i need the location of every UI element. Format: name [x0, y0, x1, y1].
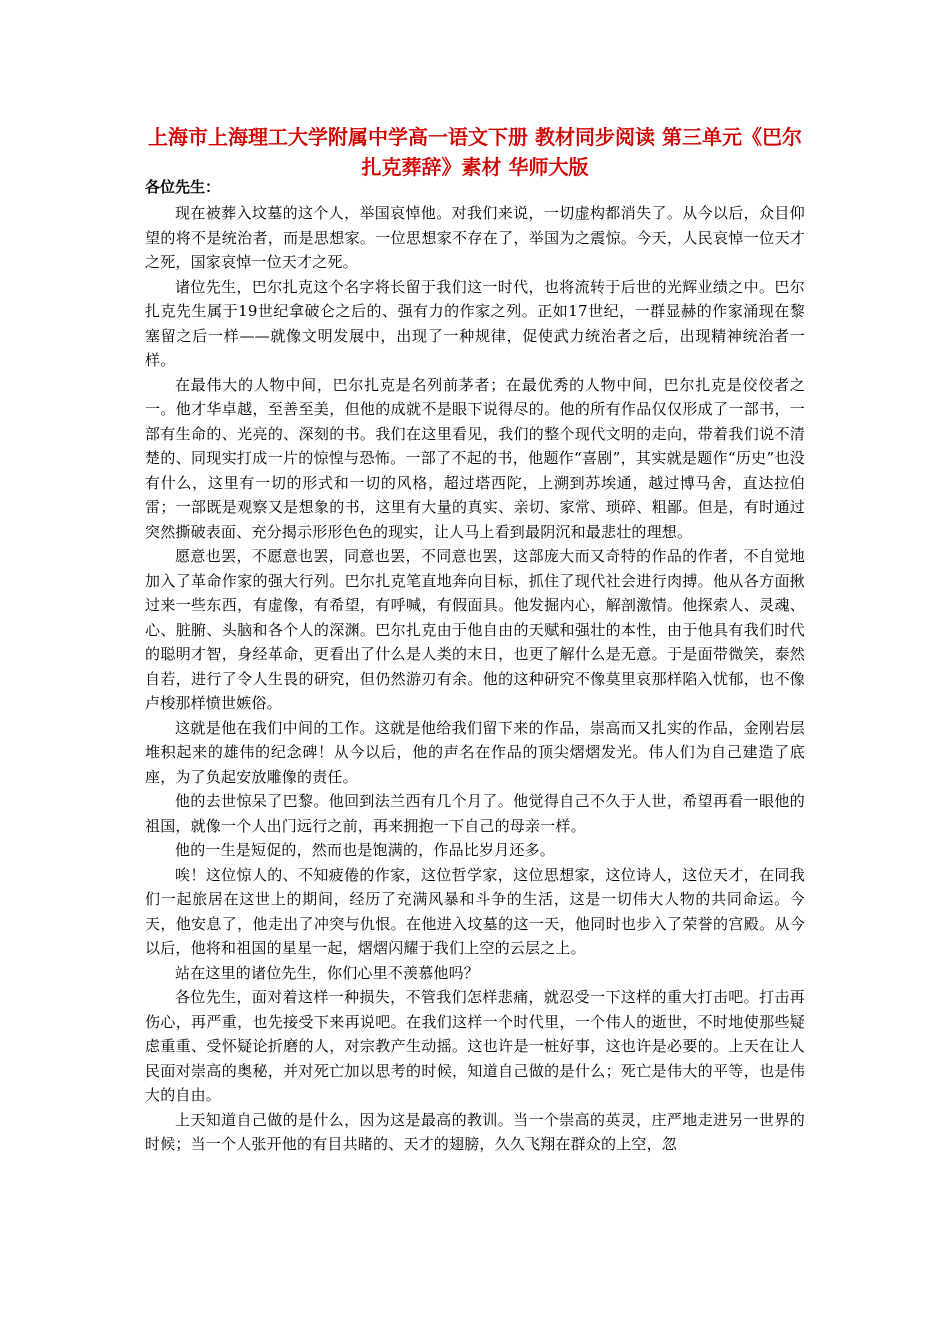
- paragraph: 他的去世惊呆了巴黎。他回到法兰西有几个月了。他觉得自己不久于人世，希望再看一眼他的祖国，就像一个人出门远行之前，再来拥抱一下自己的母亲一样。: [145, 792, 805, 835]
- paragraph: 诸位先生，巴尔扎克这个名字将长留于我们这一时代，也将流转于后世的光辉业绩之中。巴尔扎克先生属于19世纪拿破仑之后的、强有力的作家之列。正如17世纪，一群显赫的作家涌现在黎塞留之后一样——就像文明发展中，出现了一种规律，促使武力统治者之后，出现精神统治者一样。: [145, 277, 805, 369]
- document-title: 上海市上海理工大学附属中学高一语文下册 教材同步阅读 第三单元《巴尔扎克葬辞》素材 华师大版: [148, 125, 802, 179]
- document-body: [145, 201, 805, 1157]
- paragraph: 各位先生，面对着这样一种损失，不管我们怎样悲痛，就忍受一下这样的重大打击吧。打击再伤心，再严重，也先接受下来再说吧。在我们这样一个时代里，一个伟人的逝世，不时地使那些疑虑重重、受怀疑论折磨的人，对宗教产生动摇。这也许是一桩好事，这也许是必要的。上天在让人民面对崇高的奥秘，并对死亡加以思考的时候，知道自己做的是什么；死亡是伟大的平等，也是伟大的自由。: [145, 988, 805, 1104]
- paragraph: 在最伟大的人物中间，巴尔扎克是名列前茅者；在最优秀的人物中间，巴尔扎克是佼佼者之一。他才华卓越，至善至美，但他的成就不是眼下说得尽的。他的所有作品仅仅形成了一部书，一部有生命的、光亮的、深刻的书。我们在这里看见，我们的整个现代文明的走向，带着我们说不清楚的、同现实打成一片的惊惶与恐怖。一部了不起的书，他题作“喜剧”，其实就是题作“历史”也没有什么，这里有一切的形式和一切的风格，超过塔西陀，上溯到苏埃通，越过博马舍，直达拉伯雷；一部既是观察又是想象的书，这里有大量的真实、亲切、家常、琐碎、粗鄙。但是，有时通过突然撕破表面、充分揭示形形色色的现实，让人马上看到最阴沉和最悲壮的理想。: [145, 375, 805, 541]
- paragraph: 愿意也罢，不愿意也罢，同意也罢，不同意也罢，这部庞大而又奇特的作品的作者，不自觉地加入了革命作家的强大行列。巴尔扎克笔直地奔向目标，抓住了现代社会进行肉搏。他从各方面揪过来一些东西，有虚像，有希望，有呼喊，有假面具。他发掘内心，解剖激情。他探索人、灵魂、心、脏腑、头脑和各个人的深渊。巴尔扎克由于他自由的天赋和强壮的本性，由于他具有我们时代的聪明才智，身经革命，更看出了什么是人类的末日，也更了解什么是无意。于是面带微笑，泰然自若，进行了令人生畏的研究，但仍然游刃有余。他的这种研究不像莫里哀那样陷入忧郁，也不像卢梭那样愤世嫉俗。: [145, 547, 805, 712]
- paragraph: 唉！这位惊人的、不知疲倦的作家，这位哲学家，这位思想家，这位诗人，这位天才，在同我们一起旅居在这世上的期间，经历了充满风暴和斗争的生活，这是一切伟大人物的共同命运。今天，他安息了，他走出了冲突与仇恨。在他进入坟墓的这一天，他同时也步入了荣誉的宫殿。从今以后，他将和祖国的星星一起，熠熠闪耀于我们上空的云层之上。: [145, 865, 805, 957]
- paragraph: 上天知道自己做的是什么，因为这是最高的教训。当一个崇高的英灵，庄严地走进另一世界的时候；当一个人张开他的有目共睹的、天才的翅膀，久久飞翔在群众的上空，忽: [145, 1110, 805, 1153]
- paragraph: 这就是他在我们中间的工作。这就是他给我们留下来的作品，崇高而又扎实的作品，金刚岩层堆积起来的雄伟的纪念碑！从今以后，他的声名在作品的顶尖熠熠发光。伟人们为自己建造了底座，为了负起安放雕像的责任。: [145, 718, 805, 786]
- paragraph: 现在被葬入坟墓的这个人，举国哀悼他。对我们来说，一切虚构都消失了。从今以后，众目仰望的将不是统治者，而是思想家。一位思想家不存在了，举国为之震惊。今天，人民哀悼一位天才之死，国家哀悼一位天才之死。: [145, 204, 805, 271]
- paragraph: 站在这里的诸位先生，你们心里不羡慕他吗？: [175, 963, 480, 982]
- salutation: 各位先生：: [145, 178, 221, 196]
- paragraph: 他的一生是短促的，然而也是饱满的，作品比岁月还多。: [175, 841, 556, 859]
